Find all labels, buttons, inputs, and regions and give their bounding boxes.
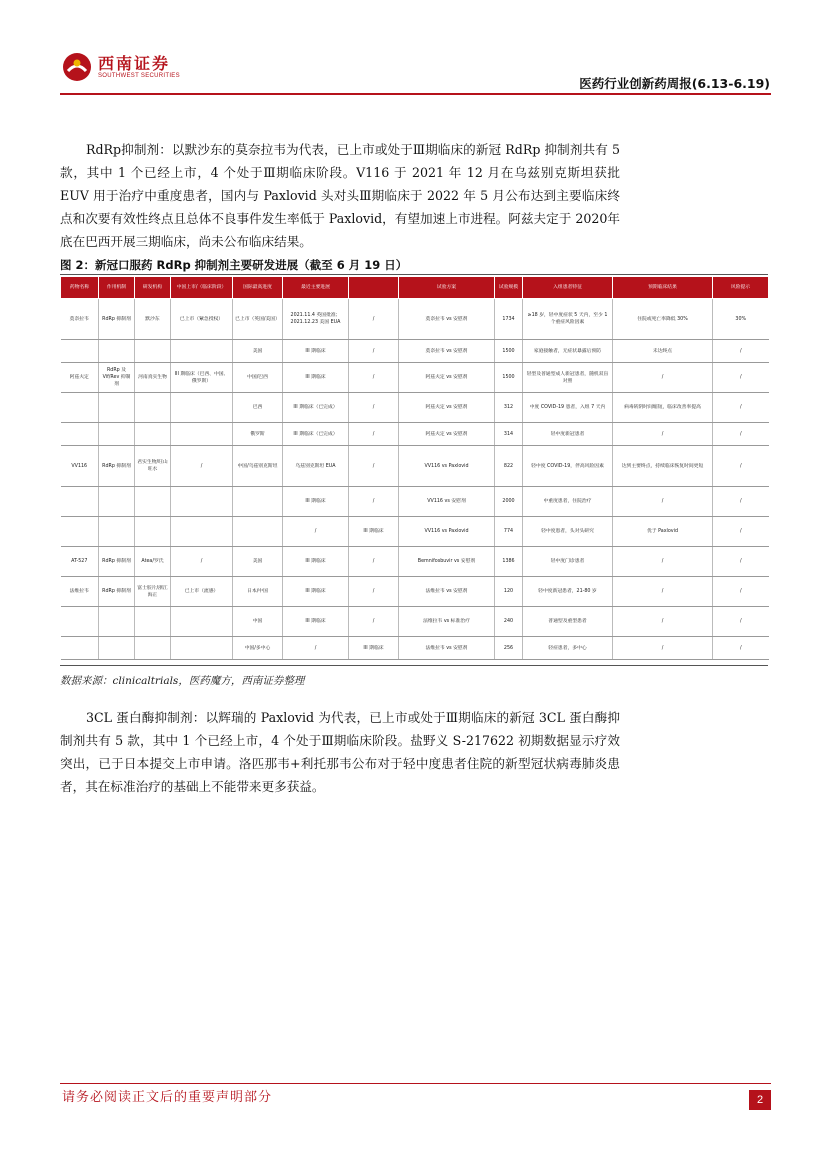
table-cell: 乌兹别克斯坦 EUA [283,446,349,487]
table-cell: 中重度患者，住院治疗 [523,487,613,517]
table-cell: VV116 vs 安慰剂 [399,487,495,517]
table-cell: 法维拉韦 vs 标准治疗 [399,607,495,637]
table-cell: / [349,423,399,446]
table-cell: 美国 [233,547,283,577]
table-cell: 河南真实生物 [135,363,171,393]
table-cell: / [349,487,399,517]
table-cell: 法维拉韦 vs 安慰剂 [399,637,495,660]
table-cell [171,517,233,547]
table-cell: / [349,299,399,340]
table-cell: 默沙东 [135,299,171,340]
table-cell: 1734 [495,299,523,340]
table-cell: / [713,393,769,423]
table-cell: Bemnifosbuvir vs 安慰剂 [399,547,495,577]
table-cell: 普通型及重型患者 [523,607,613,637]
table-cell: 轻型及普通型成人新冠患者，随机双盲对照 [523,363,613,393]
table-row [61,577,769,607]
table-cell: 优于 Paxlovid [613,517,713,547]
table-cell: 达到主要终点，持续临床恢复时间更短 [613,446,713,487]
table-cell: / [349,547,399,577]
table-cell: 家庭接触者，无症状暴露后预防 [523,340,613,363]
table-cell: VV116 vs Paxlovid [399,446,495,487]
header-cell: 试验方案 [399,277,495,299]
table-cell: 822 [495,446,523,487]
table-cell: III 期临床（已完成） [283,423,349,446]
logo-emblem-icon [62,52,92,82]
table-cell: 俄罗斯 [233,423,283,446]
table-row [61,340,769,363]
table-cell: / [713,547,769,577]
table-cell [99,423,135,446]
table-cell [61,393,99,423]
table-header-row [61,277,769,299]
table-cell: 2021.11.4 英国批准；2021.12.23 美国 EUA [283,299,349,340]
table-cell: 已上市（流感） [171,577,233,607]
table-cell: 阿兹夫定 [61,363,99,393]
table-cell: / [613,487,713,517]
page-number: 2 [749,1090,771,1110]
report-title: 医药行业创新药周报(6.13-6.19) [579,76,770,91]
table-cell: / [171,547,233,577]
table-cell: 莫奈拉韦 vs 安慰剂 [399,340,495,363]
table-cell [135,393,171,423]
table-cell: 未达终点 [613,340,713,363]
table-cell [61,487,99,517]
logo-english-name: SOUTHWEST SECURITIES [98,73,180,79]
table-cell [135,340,171,363]
table-cell: III 期临床 [283,487,349,517]
table-cell [171,637,233,660]
table-cell: RdRp 抑制剂 [99,446,135,487]
logo-chinese-name: 西南证券 [98,54,171,73]
table-cell [171,423,233,446]
table-cell: 阿兹夫定 vs 安慰剂 [399,393,495,423]
header-cell: 作用机制 [99,277,135,299]
table-cell: / [713,423,769,446]
table-cell: III 期临床 [349,637,399,660]
table-cell: 轻中度新冠患者，21-80 岁 [523,577,613,607]
table-cell: 阿兹夫定 vs 安慰剂 [399,423,495,446]
table-cell: / [713,577,769,607]
table-cell: Atea/罗氏 [135,547,171,577]
table-cell: VV116 vs Paxlovid [399,517,495,547]
table-cell [135,517,171,547]
table-cell: 莫奈拉韦 [61,299,99,340]
table-row [61,423,769,446]
header-cell: 风险提示 [713,277,769,299]
table-cell [99,517,135,547]
rdrp-table [60,276,768,660]
header-cell [349,277,399,299]
company-logo [62,52,180,82]
table-cell: III 期临床 [349,517,399,547]
table-cell [233,517,283,547]
table-cell: 轻中度门诊患者 [523,547,613,577]
header-cell: 药物名称 [61,277,99,299]
header-cell: 最近主要进展 [283,277,349,299]
footer-disclaimer: 请务必阅读正文后的重要声明部分 [62,1090,273,1105]
table-cell: ≥18 岁，轻中度症状 5 天内，至少 1 个重症风险因素 [523,299,613,340]
table-cell [135,607,171,637]
table-cell: / [613,423,713,446]
table-row [61,637,769,660]
table-cell [61,637,99,660]
table-cell: 轻中度患者，头对头研究 [523,517,613,547]
table-cell: 中度 COVID-19 患者，入组 7 天内 [523,393,613,423]
table-cell [61,607,99,637]
table-cell [99,393,135,423]
table-cell: 中国/巴西 [233,363,283,393]
table-cell: 中国/多中心 [233,637,283,660]
table-row [61,607,769,637]
table-cell [99,607,135,637]
table-cell: 轻中度 COVID-19，伴高风险因素 [523,446,613,487]
table-row [61,547,769,577]
table-cell: / [283,517,349,547]
table-cell: / [613,577,713,607]
table-cell: / [713,607,769,637]
paragraph-rdrp: RdRp抑制剂：以默沙东的莫奈拉韦为代表，已上市或处于Ⅲ期临床的新冠 RdRp 抑制剂共有 5 款，其中 1 个已经上市，4 个处于Ⅲ期临床阶段。V116 于 2021 年 12 月在乌兹别克斯坦获批 EUV 用于治疗中重度患者，国内与 Paxlovid 头对头Ⅲ期临床于 2022 年 5 月公布达到主要临床终点和次要有效性终点且总体不良事件发生率低于 Paxlovid，有望加速上市进程。阿兹夫定于 2020年底在巴西开展三期临床，尚未公布临床结果。 [60,142,620,249]
table-cell: 256 [495,637,523,660]
table-cell: 法维拉韦 [61,577,99,607]
table-cell: 312 [495,393,523,423]
table-cell: 30% [713,299,769,340]
table-cell [99,637,135,660]
table-cell: / [613,637,713,660]
table-cell: 240 [495,607,523,637]
table-cell: / [713,363,769,393]
table-row [61,393,769,423]
table-cell: 日本/中国 [233,577,283,607]
table-cell: III 期临床 [283,340,349,363]
table-cell: / [349,446,399,487]
header-cell: 试验规模 [495,277,523,299]
table-cell: / [613,547,713,577]
figure-title: 图 2：新冠口服药 RdRp 抑制剂主要研发进展（截至 6 月 19 日） [60,258,408,272]
table-cell: / [613,607,713,637]
figure-top-rule [60,274,768,275]
table-cell: 2000 [495,487,523,517]
table-cell [171,607,233,637]
table-cell: / [713,446,769,487]
table-cell: 120 [495,577,523,607]
table-row [61,517,769,547]
table-cell: 中国 [233,607,283,637]
paragraph-3cl: 3CL 蛋白酶抑制剂：以辉瑞的 Paxlovid 为代表，已上市或处于Ⅲ期临床的新冠 3CL 蛋白酶抑制剂共有 5 款，其中 1 个已经上市，4 个处于Ⅲ期临床阶段。盐野义 S-217622 初期数据显示疗效突出，已于日本提交上市申请。洛匹那韦+利托那韦公布对于轻中度患者住院的新型冠状病毒肺炎患者，其在标准治疗的基础上不能带来更多获益。 [60,710,620,794]
table-cell: 阿兹夫定 vs 安慰剂 [399,363,495,393]
table-cell: 病毒转阴时间缩短，临床改善率提高 [613,393,713,423]
table-cell: 莫奈拉韦 vs 安慰剂 [399,299,495,340]
table-cell: 已上市（英国/美国） [233,299,283,340]
table-cell: 中国/乌兹别克斯坦 [233,446,283,487]
header-cell: 研发机构 [135,277,171,299]
table-cell [171,487,233,517]
table-cell: III 期临床 [283,547,349,577]
table-cell: RdRp 抑制剂 [99,547,135,577]
header-cell: 国际最高进度 [233,277,283,299]
table-cell: / [349,607,399,637]
table-cell: 1386 [495,547,523,577]
table-cell: 314 [495,423,523,446]
table-cell: VV116 [61,446,99,487]
table-cell: III 期临床（已完成） [283,393,349,423]
table-cell: 富士胶片/浙江海正 [135,577,171,607]
table-cell: 774 [495,517,523,547]
table-cell [61,423,99,446]
table-cell: III 期临床 [283,577,349,607]
table-cell: / [349,393,399,423]
table-cell [99,487,135,517]
header-cell: 入组患者特征 [523,277,613,299]
table-cell: III 期临床 [283,607,349,637]
table-row [61,363,769,393]
table-cell: / [713,340,769,363]
table-cell: / [713,517,769,547]
table-cell: 已上市（紧急授权） [171,299,233,340]
figure-bottom-rule [60,665,768,666]
table-cell: III 期临床 [283,363,349,393]
table-cell [135,487,171,517]
table-row [61,446,769,487]
table-cell [61,340,99,363]
table-cell [99,340,135,363]
table-cell: III 期临床（巴西、中国、俄罗斯） [171,363,233,393]
table-cell: / [713,637,769,660]
table-cell: / [713,487,769,517]
table-cell: 君实生物/旺山旺水 [135,446,171,487]
table-cell [171,340,233,363]
table-cell: RdRp 抑制剂 [99,299,135,340]
table-cell [171,393,233,423]
table-row [61,299,769,340]
header-cell: 预期临床结果 [613,277,713,299]
table-cell: RdRp 及 Vif/Rev 抑制剂 [99,363,135,393]
table-cell: / [349,363,399,393]
table-cell: / [283,637,349,660]
table-row [61,487,769,517]
table-cell [135,423,171,446]
table-cell: AT-527 [61,547,99,577]
table-cell: RdRp 抑制剂 [99,577,135,607]
table-cell [135,637,171,660]
footer-divider [60,1083,771,1084]
table-cell: 法维拉韦 vs 安慰剂 [399,577,495,607]
table-cell [61,517,99,547]
table-cell: 美国 [233,340,283,363]
table-cell: / [349,577,399,607]
table-cell: 住院或死亡率降低 30% [613,299,713,340]
header-divider [60,93,771,95]
header-cell: 中国上市/（临床阶段） [171,277,233,299]
table-cell: / [171,446,233,487]
table-cell: 1500 [495,340,523,363]
table-cell: 轻中度新冠患者 [523,423,613,446]
table-cell: 巴西 [233,393,283,423]
table-cell: / [349,340,399,363]
figure-source: 数据来源：clinicaltrials，医药魔方，西南证券整理 [60,675,305,687]
table-cell: / [613,363,713,393]
table-cell [233,487,283,517]
table-cell: 轻症患者，多中心 [523,637,613,660]
table-cell: 1500 [495,363,523,393]
